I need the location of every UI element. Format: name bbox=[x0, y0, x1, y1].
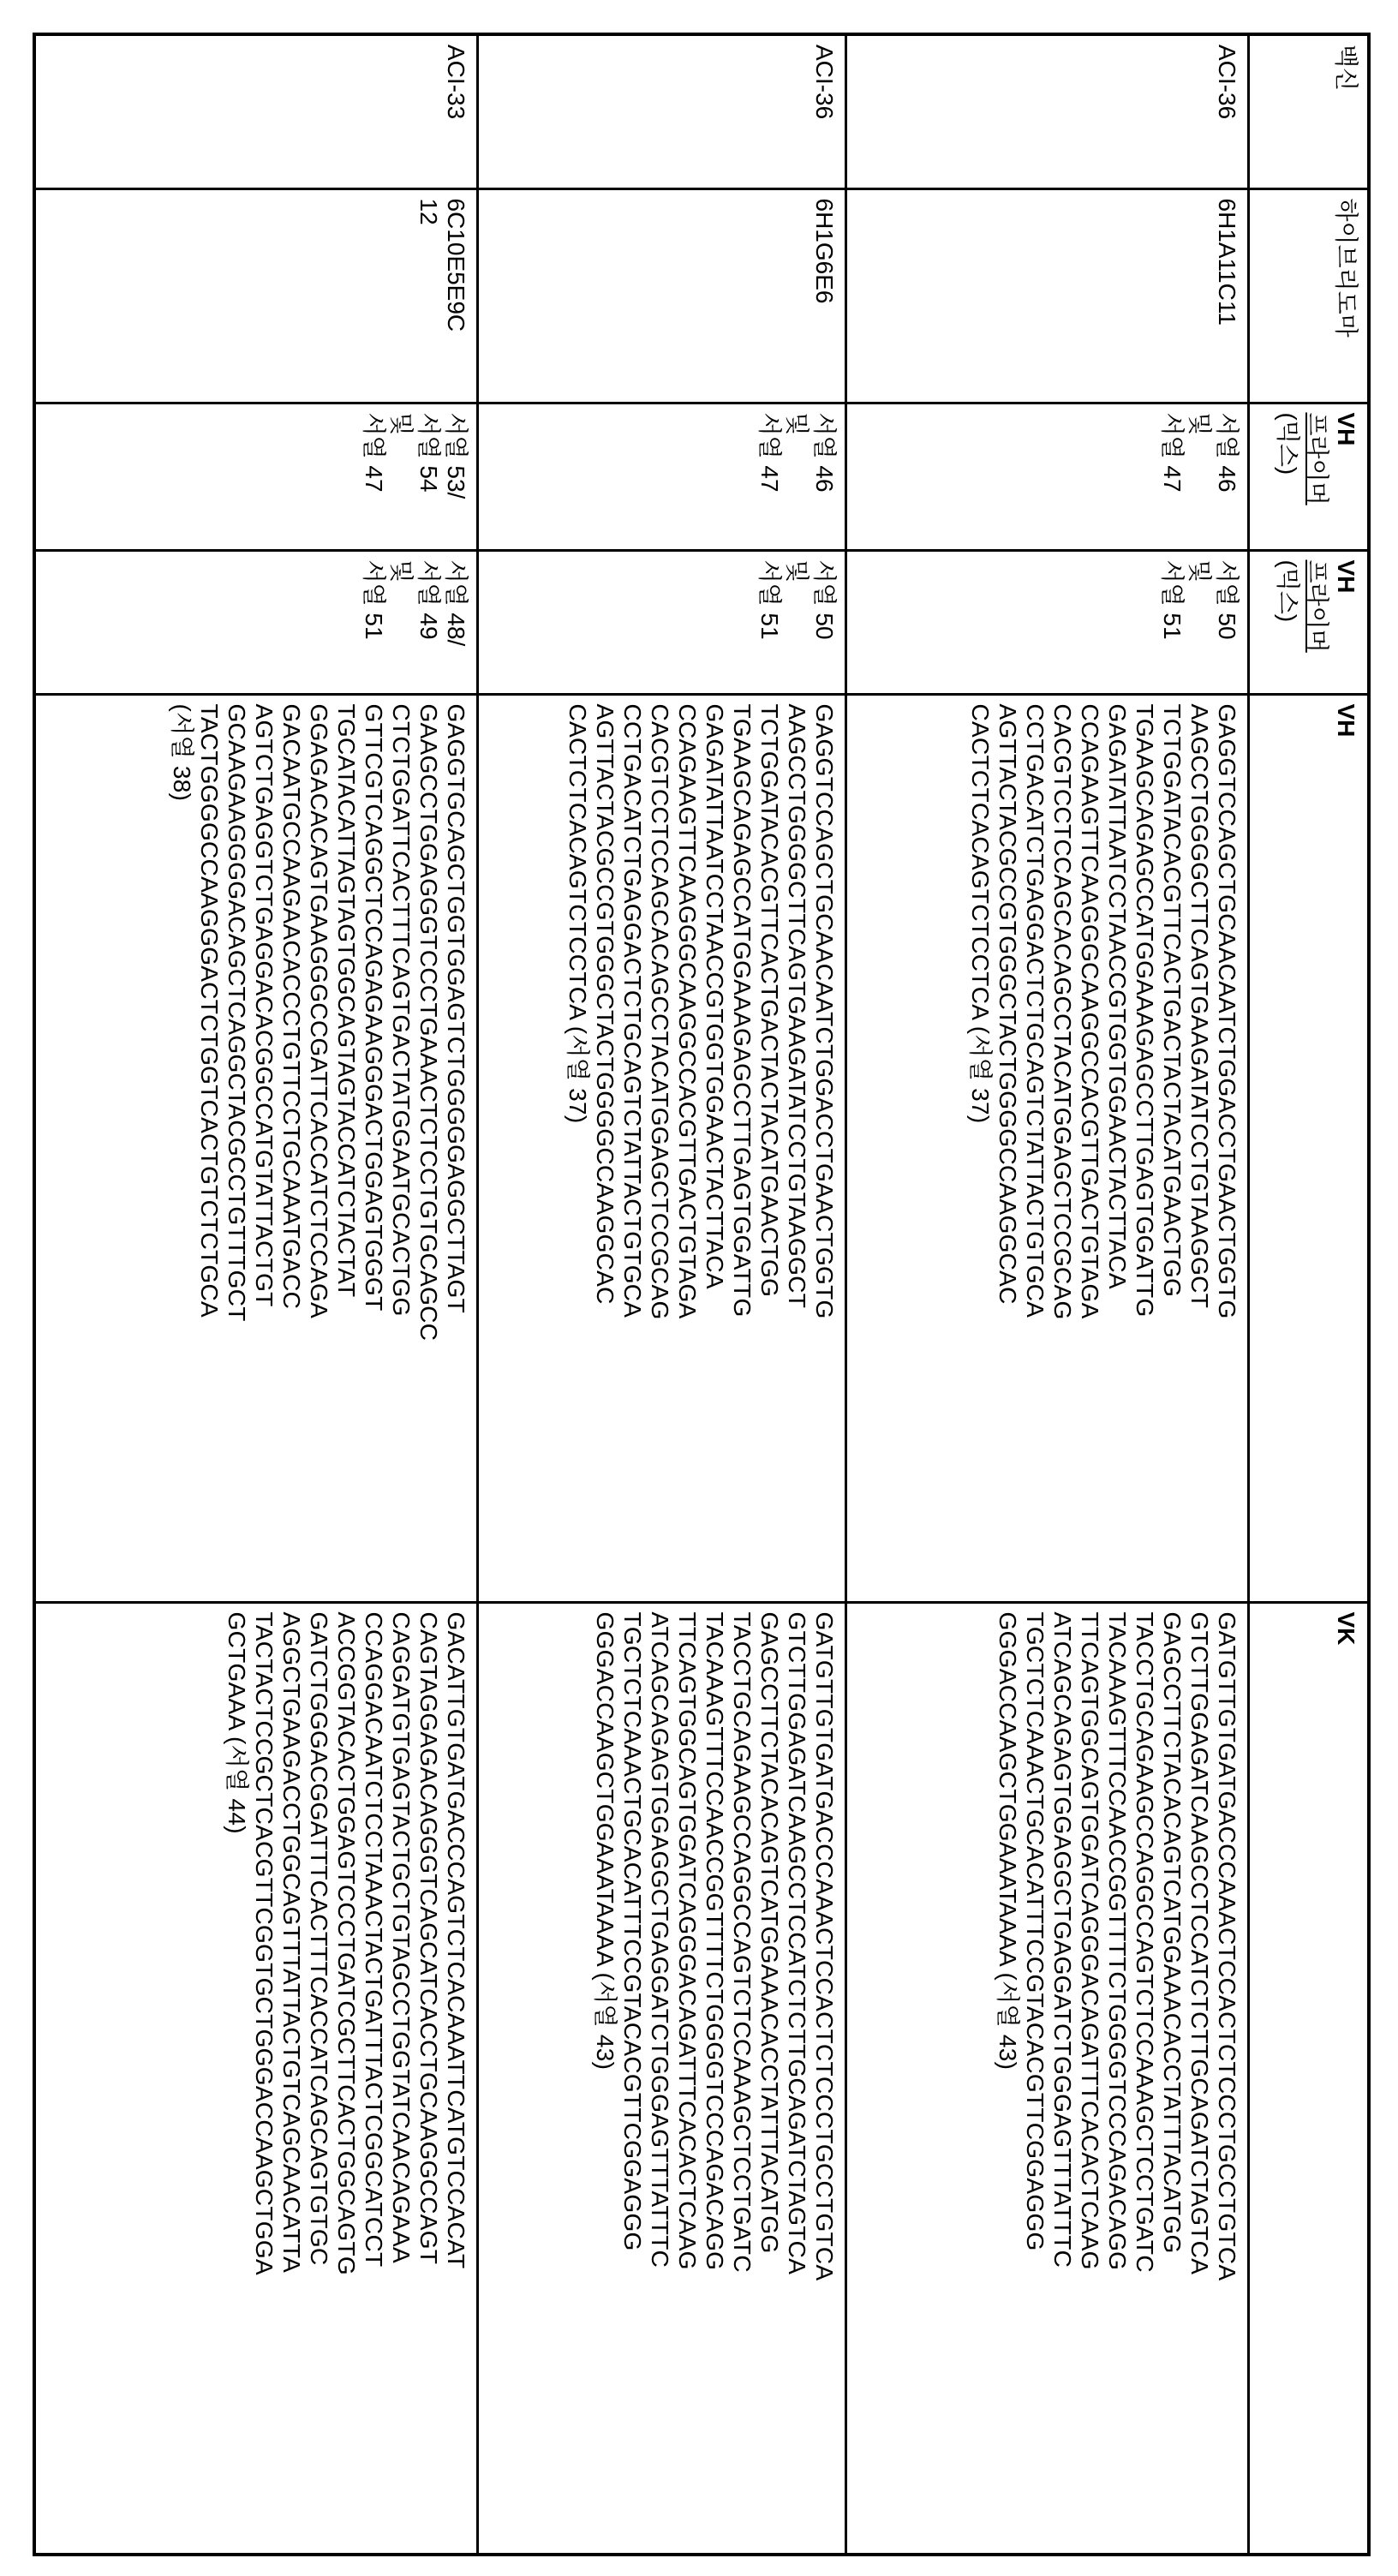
cell-vh-primer-2: 서열 48/ 서열 49 및 서열 51 bbox=[34, 550, 478, 694]
cell-vk-sequence: GATGTTGTGATGACCCAAACTCCACTCTCCCTGCCTGTCA GTCTTGGAGATCAAGCCTCCATCTCTTGCAGATCTAGTCA GAGCCTTCTACACAGTCATGGAAACACCTATTTACATGG TACCTGCAGAAGCCAGGCCAGTCTCCAAAGCTCCTGATC TACAAAGTTTCCAACCGGTTTTCTGGGGTCCCAGACAGG TTCAGTGGCAGTGGATCAGGGACAGATTTCACACTCAAG ATCAGCAGAGTGGAGGCTGAGGATCTGGGAGTTTATTTC TGCTCTCAAACTGCACATTTCCGTACACGTTCGGAGGG GGGACCAAGCTGGAAATAAAA (서열 43) bbox=[846, 1602, 1249, 2555]
cell-vaccine: ACI-33 bbox=[34, 34, 478, 188]
header-hybridoma: 하이브리도마 bbox=[1249, 188, 1369, 403]
header-vh-primer-2-mix: (믹스) bbox=[1275, 559, 1301, 623]
header-vh-primer-1 bbox=[1249, 403, 1369, 550]
cell-vaccine: ACI-36 bbox=[846, 34, 1249, 188]
header-vh-primer-1-title: VH bbox=[1333, 412, 1359, 446]
cell-vk-sequence: GATGTTGTGATGACCCAAACTCCACTCTCCCTGCCTGTCA GTCTTGGAGATCAAGCCTCCATCTCTTGCAGATCTAGTCA GAGCCTTCTACACAGTCATGGAAACACCTATTTACATGG TACCTGCAGAAGCCAGGCCAGTCTCCAAAGCTCCTGATC TACAAAGTTTCCAACCGGTTTTCTGGGGTCCCAGACAGG TTCAGTGGCAGTGGATCAGGGACAGATTTCACACTCAAG ATCAGCAGAGTGGAGGCTGAGGATCTGGGAGTTTATTTC TGCTCTCAAACTGCACATTTCCGTACACGTTCGGAGGG GGGACCAAGCTGGAAATAAAA (서열 43) bbox=[478, 1602, 846, 2555]
header-vaccine: 백신 bbox=[1249, 34, 1369, 188]
header-vh-primer-2-title: VH bbox=[1333, 559, 1359, 594]
header-row bbox=[1249, 34, 1369, 2555]
header-vh-primer-2 bbox=[1249, 550, 1369, 694]
cell-hybridoma: 6H1G6E6 bbox=[478, 188, 846, 403]
cell-vh-primer-2: 서열 50 및 서열 51 bbox=[478, 550, 846, 694]
antibody-sequence-table bbox=[33, 33, 1371, 2556]
header-vk: VK bbox=[1249, 1602, 1369, 2555]
header-vh-primer-1-sub: 프라이머 bbox=[1304, 412, 1330, 505]
cell-vh-sequence: GAGGTGCAGCTGGTGGAGTCTGGGGGAGGCTTAGT GAAGCCTGGAGGGTCCCTGAAACTCTCCTGTGCAGCC CTCTGGATTCACTTTCAGTGACTATGGAATGCACTGG GTTCGTCAGGCTCCAGAGAAGGGACTGGAGTGGGT TGCATACATTAGTAGTGGCAGTAGTACCATCTACTAT GGAGACACAGTGAAGGGCCGATTCACCATCTCCAGA GACAATGCCAAGAACACCCTGTTCCTGCAAATGACC AGTCTGAGGTCTGAGGACACGGCCATGTATTACTGT GCAAGAAGGGGACAGCTCAGGCTACGCCTGTTTGCT TACTGGGGCCAAGGGACTCTGGTCACTGTCTCTGCA (서열 38) bbox=[34, 694, 478, 1602]
cell-vh-sequence: GAGGTCCAGCTGCAACAATCTGGACCTGAACTGGTG AAGCCTGGGGCTTCAGTGAAGATATCCTGTAAGGCT TCTGGATACACGTTCACTGACTACTACATGAACTGG TGAAGCAGAGCCATGGAAAGAGCCTTGAGTGGATTG GAGATATTAATCCTAACCGTGGTGGAACTACTTACA CCAGAAGTTCAAGGGCAAGGCCACGTTGACTGTAGA CACGTCCTCCAGCACAGCCTACATGGAGCTCCGCAG CCTGACATCTGAGGACTCTGCAGTCTATTACTGTGCA AGTTACTACGCCGTGGGCTACTGGGGCCAAGGCAC CACTCTCACAGTCTCCTCA (서열 37) bbox=[478, 694, 846, 1602]
cell-vaccine: ACI-36 bbox=[478, 34, 846, 188]
header-vh-primer-1-mix: (믹스) bbox=[1275, 412, 1301, 475]
cell-vk-sequence: GACATTGTGATGACCCAGTCTCACAAATTCATGTCCACAT CAGTAGGAGACAGGGTCAGCATCACCTGCAAGGCCAGT CAGGATGTGAGTACTGCTGTAGCCTGGTATCAACAGAAA CCAGGACAATCTCCTAAACTACTGATTTACTCGGCATCCT ACCGGTACACTGGAGTCCCTGATCGCTTCACTGGCAGTG GATCTGGGACGGATTTCACTTTCACCATCAGCAGTGTGC AGGCTGAAGACCTGGCAGTTTATTACTGTCAGCAACATTA TACTACTCCGCTCACGTTCGGTGCTGGGACCAAGCTGGA GCTGAAA (서열 44) bbox=[34, 1602, 478, 2555]
rotated-page bbox=[36, 33, 1371, 2553]
cell-vh-primer-1: 서열 53/ 서열 54 및 서열 47 bbox=[34, 403, 478, 550]
table-row bbox=[478, 34, 846, 2555]
cell-vh-primer-2: 서열 50 및 서열 51 bbox=[846, 550, 1249, 694]
cell-hybridoma: 6H1A11C11 bbox=[846, 188, 1249, 403]
cell-vh-primer-1: 서열 46 및 서열 47 bbox=[478, 403, 846, 550]
cell-vh-sequence: GAGGTCCAGCTGCAACAATCTGGACCTGAACTGGTG AAGCCTGGGGCTTCAGTGAAGATATCCTGTAAGGCT TCTGGATACACGTTCACTGACTACTACATGAACTGG TGAAGCAGAGCCATGGAAAGAGCCTTGAGTGGATTG GAGATATTAATCCTAACCGTGGTGGAACTACTTACA CCAGAAGTTCAAGGGCAAGGCCACGTTGACTGTAGA CACGTCCTCCAGCACAGCCTACATGGAGCTCCGCAG CCTGACATCTGAGGACTCTGCAGTCTATTACTGTGCA AGTTACTACGCCGTGGGCTACTGGGGCCAAGGCAC CACTCTCACAGTCTCCTCA (서열 37) bbox=[846, 694, 1249, 1602]
header-vh-primer-2-sub: 프라이머 bbox=[1304, 559, 1330, 653]
table-row bbox=[846, 34, 1249, 2555]
table-row bbox=[34, 34, 478, 2555]
header-vh: VH bbox=[1249, 694, 1369, 1602]
cell-hybridoma: 6C10E5E9C 12 bbox=[34, 188, 478, 403]
cell-vh-primer-1: 서열 46 및 서열 47 bbox=[846, 403, 1249, 550]
